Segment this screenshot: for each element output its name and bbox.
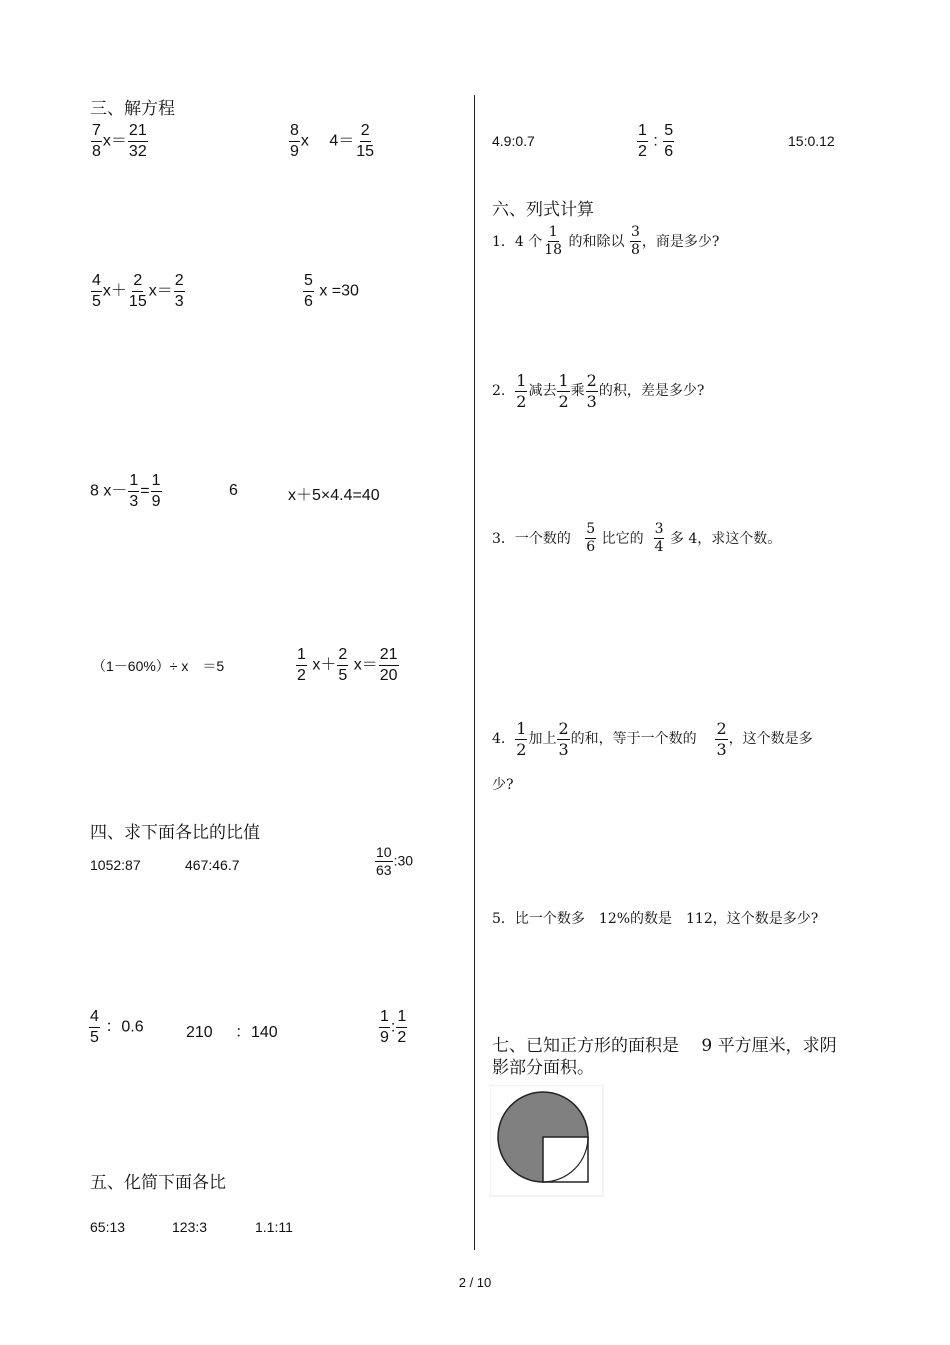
column-divider — [474, 95, 475, 1250]
section-5-title: 五、化简下面各比 — [90, 1173, 226, 1193]
fraction: $\frac{1}{2}$ — [516, 719, 527, 759]
fraction: $\frac{3}{4}$ — [654, 521, 664, 556]
fraction: $\frac{10}{63}$ — [376, 844, 392, 879]
ratio-item: 467:46.7 — [185, 857, 240, 873]
section-7-line-2: 影部分面积。 — [492, 1058, 594, 1078]
question-1: 1．4 个 $\frac{1}{18}$ 的和除以 $\frac{3}{8}$ ，商是多少? — [492, 224, 720, 259]
fraction: $\frac{1}{2}$ — [297, 646, 306, 684]
fraction: $\frac{5}{6}$ — [664, 122, 674, 160]
question-2: 2. $\frac{1}{2}$ 减去 $\frac{1}{2}$ 乘 $\frac{2}{3}$ 的积，差是多少? — [492, 371, 705, 411]
fraction: $\frac{1}{9}$ — [380, 1008, 389, 1046]
equation-6-number: 6 — [229, 482, 238, 499]
equation-8: $\frac{1}{2}$ x＋ $\frac{2}{5}$ x＝ $\frac{21}{20}$ — [297, 646, 398, 684]
equation-2: $\frac{8}{9}$ x 4＝ $\frac{2}{15}$ — [290, 122, 375, 160]
ratio-item: 123:3 — [172, 1219, 208, 1235]
equation-5: 8 x－ $\frac{1}{3}$ = $\frac{1}{9}$ — [90, 472, 161, 510]
section-7-line-1: 七、已知正方形的面积是 9 平方厘米，求阴 — [492, 1036, 837, 1056]
fraction: $\frac{4}{5}$ — [90, 1008, 99, 1046]
question-4-continued: 少? — [492, 777, 514, 793]
fraction: $\frac{8}{9}$ — [290, 122, 299, 160]
ratio-item: 1.1:11 — [255, 1219, 293, 1235]
question-4: 4. $\frac{1}{2}$ 加上 $\frac{2}{3}$ 的和，等于一个数的 $\frac{2}{3}$ ，这个数是多 — [492, 719, 813, 759]
fraction: $\frac{1}{2}$ — [516, 371, 527, 411]
section-3-title: 三、解方程 — [90, 99, 175, 119]
ratio-item: $\frac{4}{5}$ ：0.6 — [90, 1008, 144, 1046]
fraction: $\frac{2}{3}$ — [174, 272, 184, 310]
fraction: $\frac{1}{2}$ — [397, 1008, 407, 1046]
fraction: $\frac{2}{3}$ — [716, 719, 727, 759]
equation-3: $\frac{4}{5}$ x＋ $\frac{2}{15}$ x＝ $\frac{2}{3}$ — [92, 272, 184, 310]
fraction: $\frac{7}{8}$ — [92, 122, 101, 160]
equation-7: （1－60%）÷ x ＝5 — [92, 658, 225, 674]
equation-4: $\frac{5}{6}$ x =30 — [304, 272, 359, 310]
fraction: $\frac{2}{3}$ — [586, 371, 597, 411]
page-indicator: 2 / 10 — [458, 1275, 492, 1290]
ratio-item: 210 ：140 — [186, 1024, 278, 1041]
inner-square — [543, 1137, 588, 1182]
equation-1: $\frac{7}{8}$ x＝ $\frac{21}{32}$ — [92, 122, 147, 160]
fraction: $\frac{2}{15}$ — [356, 122, 375, 160]
fraction: $\frac{5}{6}$ — [586, 521, 596, 556]
fraction: $\frac{2}{5}$ — [338, 646, 348, 684]
ratio-item: 65:13 — [90, 1219, 126, 1235]
fraction: $\frac{1}{2}$ — [558, 371, 569, 411]
fraction: $\frac{21}{20}$ — [379, 646, 398, 684]
ratio-item: $\frac{1}{2}$ : $\frac{5}{6}$ — [638, 122, 674, 160]
fraction: $\frac{2}{15}$ — [128, 272, 147, 310]
section-6-title: 六、列式计算 — [492, 200, 594, 220]
ratio-item: 4.9:0.7 — [492, 133, 535, 149]
fraction: $\frac{1}{3}$ — [129, 472, 139, 510]
shaded-circle-square-figure — [490, 1085, 604, 1197]
fraction: $\frac{5}{6}$ — [304, 272, 313, 310]
ratio-item: $\frac{1}{9}$ : $\frac{1}{2}$ — [380, 1008, 407, 1046]
ratio-item: 15:0.12 — [788, 133, 835, 149]
ratio-item: 1052:87 — [90, 857, 141, 873]
fraction: $\frac{1}{9}$ — [151, 472, 161, 510]
section-4-title: 四、求下面各比的比值 — [90, 823, 260, 843]
fraction: $\frac{3}{8}$ — [631, 224, 640, 259]
ratio-item: $\frac{10}{63}$ :30 — [376, 844, 414, 879]
equation-6: x＋5×4.4=40 — [288, 487, 380, 504]
fraction: $\frac{1}{18}$ — [544, 224, 563, 259]
fraction: $\frac{4}{5}$ — [92, 272, 101, 310]
fraction: $\frac{2}{3}$ — [558, 719, 569, 759]
fraction: $\frac{1}{2}$ — [638, 122, 647, 160]
fraction: $\frac{21}{32}$ — [128, 122, 147, 160]
question-3: 3．一个数的 $\frac{5}{6}$ 比它的 $\frac{3}{4}$ 多 4，求这个数。 — [492, 521, 782, 556]
question-5: 5．比一个数多 12%的数是 112，这个数是多少? — [492, 911, 819, 927]
